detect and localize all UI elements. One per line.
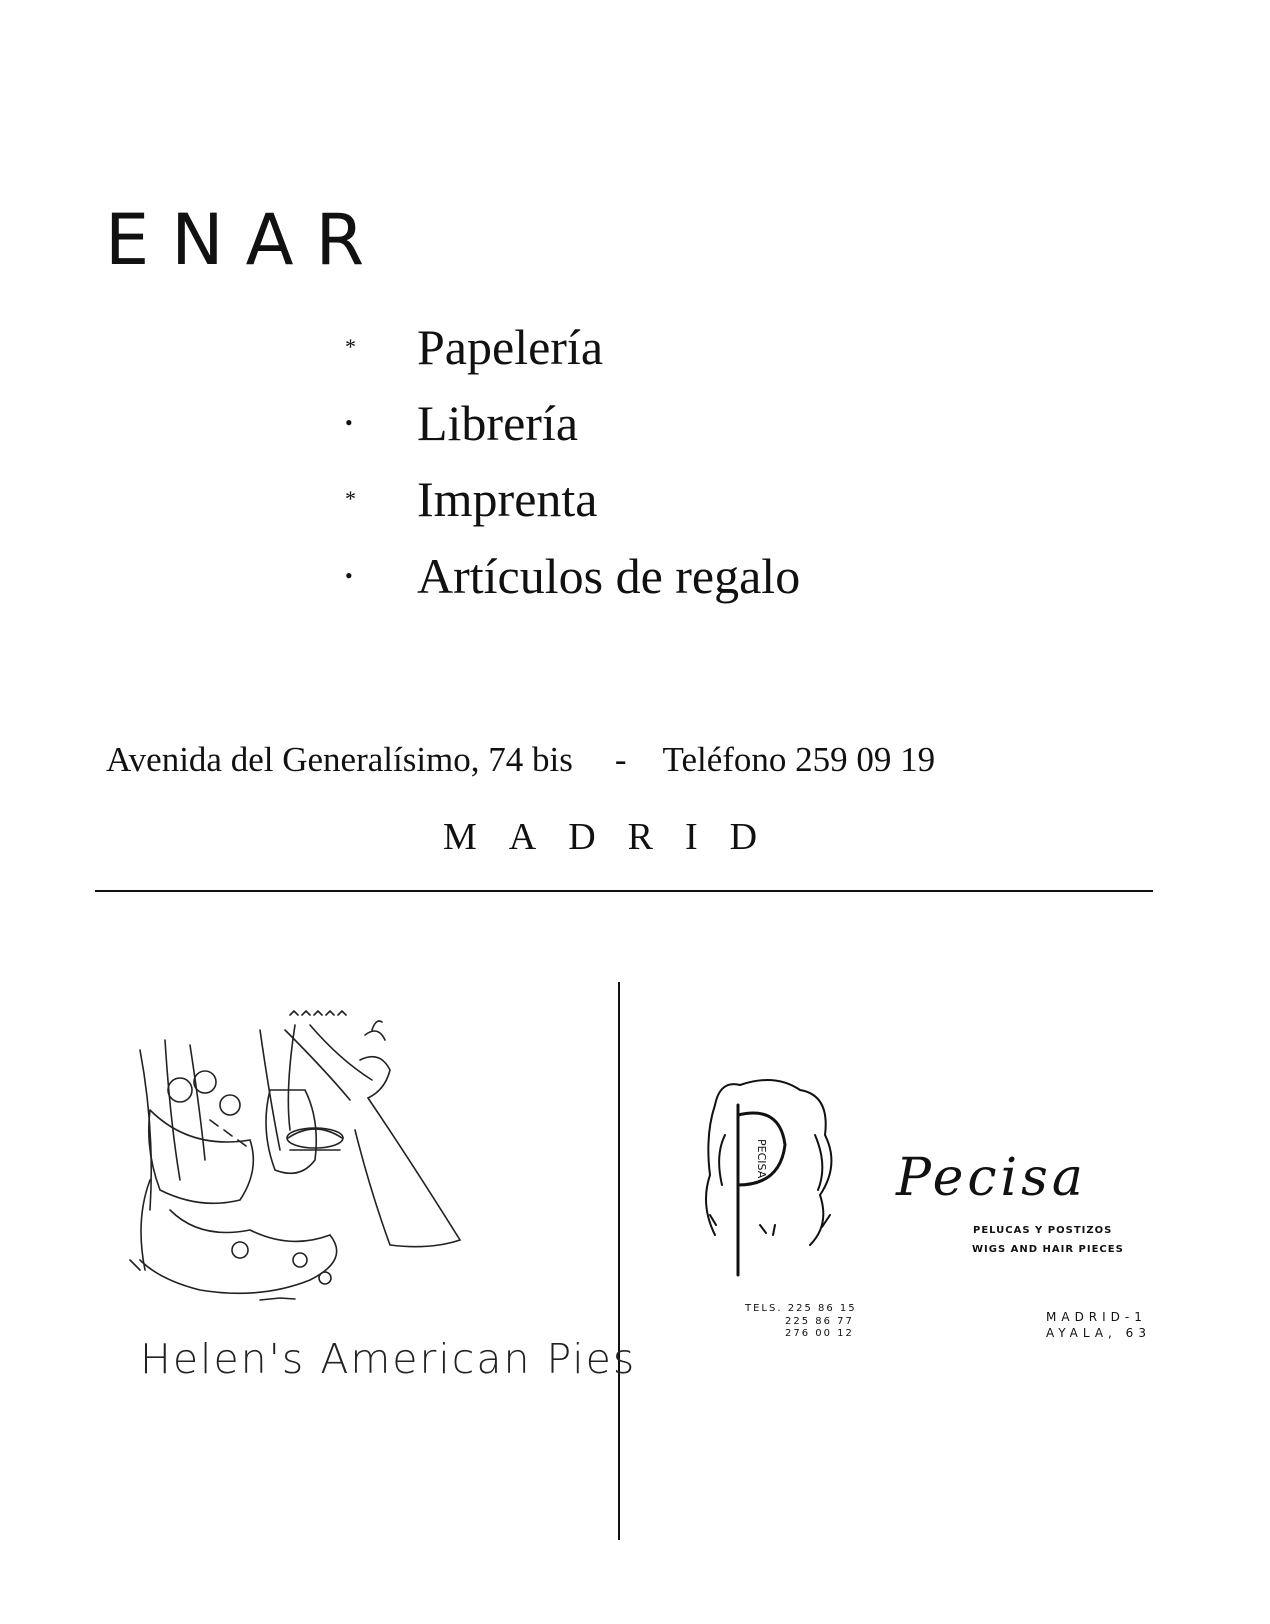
service-item bbox=[345, 395, 579, 451]
service-item bbox=[345, 319, 604, 375]
pecisa-name: Pecisa bbox=[896, 1148, 1087, 1208]
pecisa-street: AYALA, 63 bbox=[1046, 1325, 1151, 1340]
phone-number: 225 86 77 bbox=[785, 1315, 854, 1327]
pecisa-subtitle-es: PELUCAS Y POSTIZOS bbox=[973, 1225, 1113, 1236]
bullet-star-icon: * bbox=[345, 334, 356, 359]
horizontal-divider bbox=[95, 890, 1153, 892]
separator: - bbox=[614, 740, 627, 779]
bullet-star-icon: * bbox=[345, 486, 356, 511]
service-label: Imprenta bbox=[417, 471, 598, 527]
enar-address: Avenida del Generalísimo, 74 bis bbox=[106, 740, 573, 779]
enar-logo-title: ENAR bbox=[105, 199, 387, 281]
pecisa-logo-letters: PECISA bbox=[755, 1139, 768, 1179]
enar-city: MADRID bbox=[443, 816, 790, 858]
bullet-dot-icon: • bbox=[345, 410, 353, 435]
service-item bbox=[345, 471, 598, 527]
pecisa-city: MADRID-1 bbox=[1046, 1310, 1147, 1324]
vertical-divider bbox=[618, 982, 620, 1540]
pecisa-logo bbox=[700, 1075, 850, 1295]
bullet-dot-icon: • bbox=[345, 563, 353, 588]
phone-number: 225 86 15 bbox=[787, 1303, 857, 1314]
service-item bbox=[345, 548, 801, 604]
service-label: Papelería bbox=[417, 319, 604, 375]
phone-number: 276 00 12 bbox=[785, 1328, 854, 1339]
helens-caption: Helen's American Pies bbox=[140, 1335, 637, 1383]
pecisa-address bbox=[1046, 1310, 1151, 1341]
helens-illustration bbox=[110, 1010, 570, 1340]
tels-label: TELS. bbox=[745, 1303, 783, 1314]
pecisa-phones bbox=[745, 1303, 857, 1341]
enar-phone: Teléfono 259 09 19 bbox=[662, 740, 936, 779]
enar-contact-line bbox=[106, 740, 935, 780]
pecisa-subtitle-en: WIGS AND HAIR PIECES bbox=[972, 1244, 1124, 1255]
service-label: Artículos de regalo bbox=[417, 548, 801, 604]
service-label: Librería bbox=[417, 395, 579, 451]
